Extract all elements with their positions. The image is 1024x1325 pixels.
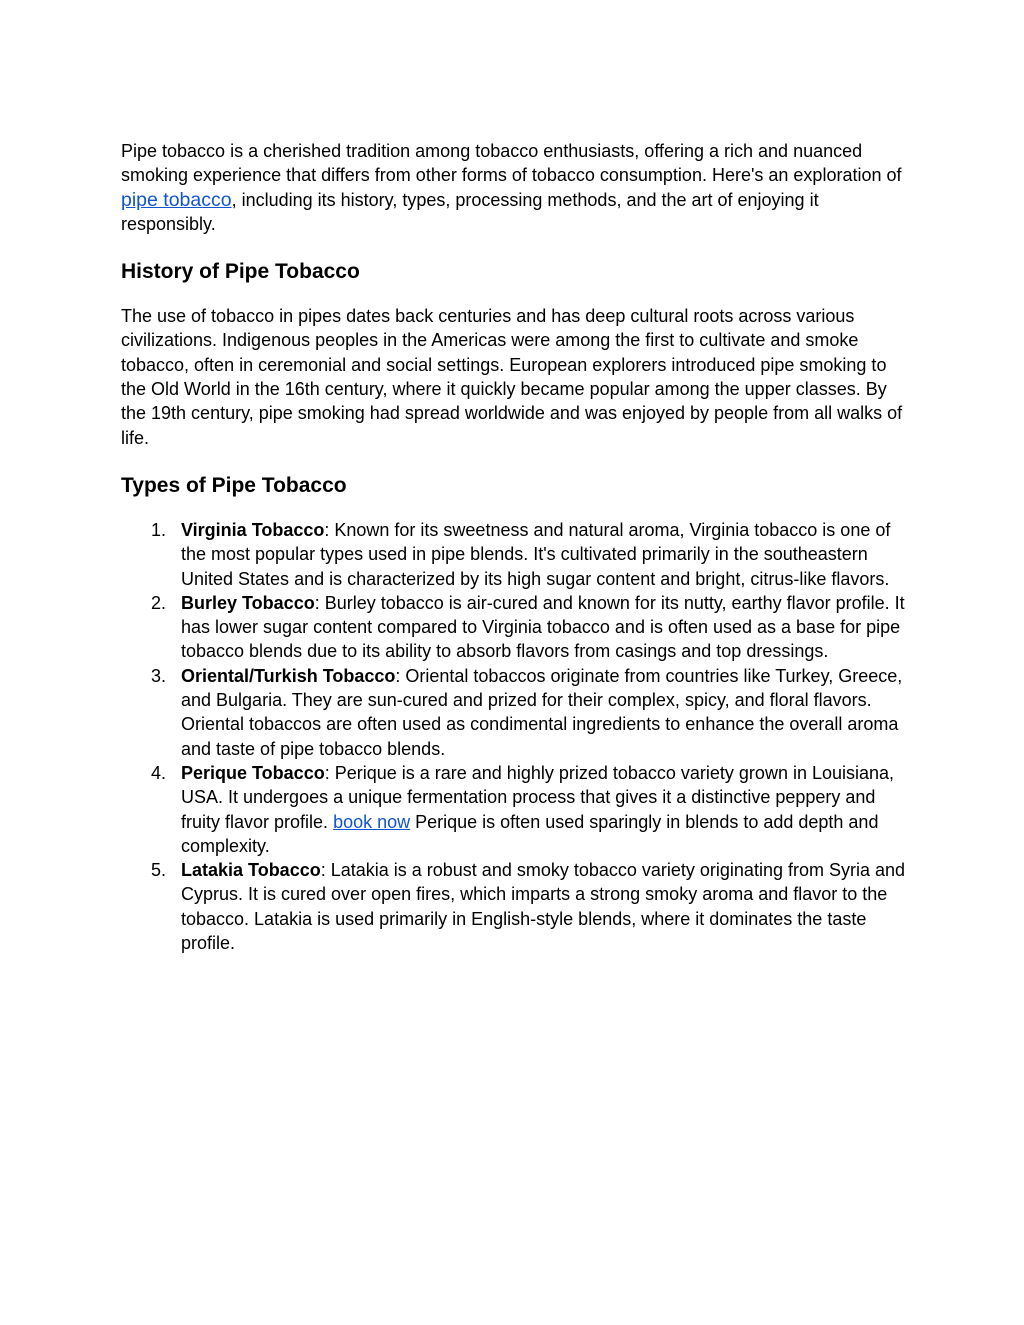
- list-item-number: 4.: [151, 762, 167, 783]
- list-item-text: : Known for its sweetness and natural aroma, Virginia tobacco is one of the most popular types used in pipe blends. It's cultivated primarily in the southeastern United States and is characterized by its high sugar content and bright, citrus-like flavors.: [181, 519, 891, 589]
- history-paragraph: The use of tobacco in pipes dates back centuries and has deep cultural roots across various civilizations. Indigenous peoples in the Americas were among the first to cultivate and smoke tobacco, often in ceremonial and social settings. European explorers introduced pipe smoking to the Old World in the 16th century, where it quickly became popular among the upper classes. By the 19th century, pipe smoking had spread worldwide and was enjoyed by people from all walks of life.: [121, 306, 903, 448]
- list-item-text: : Latakia is a robust and smoky tobacco variety originating from Syria and Cyprus. It is cured over open fires, which imparts a strong smoky aroma and flavor to the tobacco. Latakia is used primarily in English-style blends, where it dominates the taste profile.: [181, 860, 906, 954]
- pipe-tobacco-link[interactable]: pipe tobacco: [121, 188, 232, 211]
- list-item: [121, 858, 907, 955]
- list-item-number: 5.: [151, 860, 167, 881]
- list-item-title: Perique Tobacco: [181, 762, 325, 783]
- list-item: [121, 518, 907, 591]
- list-item-text: : Oriental tobaccos originate from countries like Turkey, Greece, and Bulgaria. They are sun-cured and prized for their complex, spicy, and floral flavors. Oriental tobaccos are often used as condimental ingredients to enhance the overall aroma and taste of pipe tobacco blends.: [181, 665, 903, 759]
- intro-text-before-link: Pipe tobacco is a cherished tradition among tobacco enthusiasts, offering a rich and nuanced smoking experience that differs from other forms of tobacco consumption. Here's an exploration of: [121, 141, 902, 186]
- list-item-number: 2.: [151, 592, 167, 613]
- list-item-text: : Perique is a rare and highly prized tobacco variety grown in Louisiana, USA. It undergoes a unique fermentation process that gives it a distinctive peppery and fruity flavor profile.: [181, 762, 895, 832]
- history-heading: History of Pipe Tobacco: [121, 260, 360, 284]
- list-item-number: 1.: [151, 519, 167, 540]
- list-item-title: Oriental/Turkish Tobacco: [181, 665, 396, 686]
- document-page: [121, 139, 907, 955]
- intro-text-after-link: , including its history, types, processing methods, and the art of enjoying it responsibly.: [121, 189, 819, 234]
- types-list: [121, 518, 907, 955]
- list-item-title: Burley Tobacco: [181, 592, 315, 613]
- list-item: [121, 761, 907, 858]
- list-item: [121, 591, 907, 664]
- list-item-title: Latakia Tobacco: [181, 860, 321, 881]
- list-item-text: : Burley tobacco is air-cured and known for its nutty, earthy flavor profile. It has lower sugar content compared to Virginia tobacco and is often used as a base for pipe tobacco blends due to its ability to absorb flavors from casings and top dressings.: [181, 592, 905, 662]
- types-heading: Types of Pipe Tobacco: [121, 473, 347, 497]
- intro-paragraph: [121, 139, 907, 236]
- list-item-text-after-link: Perique is often used sparingly in blends to add depth and complexity.: [181, 811, 879, 856]
- list-item-number: 3.: [151, 665, 167, 686]
- list-item-title: Virginia Tobacco: [181, 519, 325, 540]
- book-now-link[interactable]: book now: [333, 811, 411, 832]
- list-item: [121, 664, 907, 761]
